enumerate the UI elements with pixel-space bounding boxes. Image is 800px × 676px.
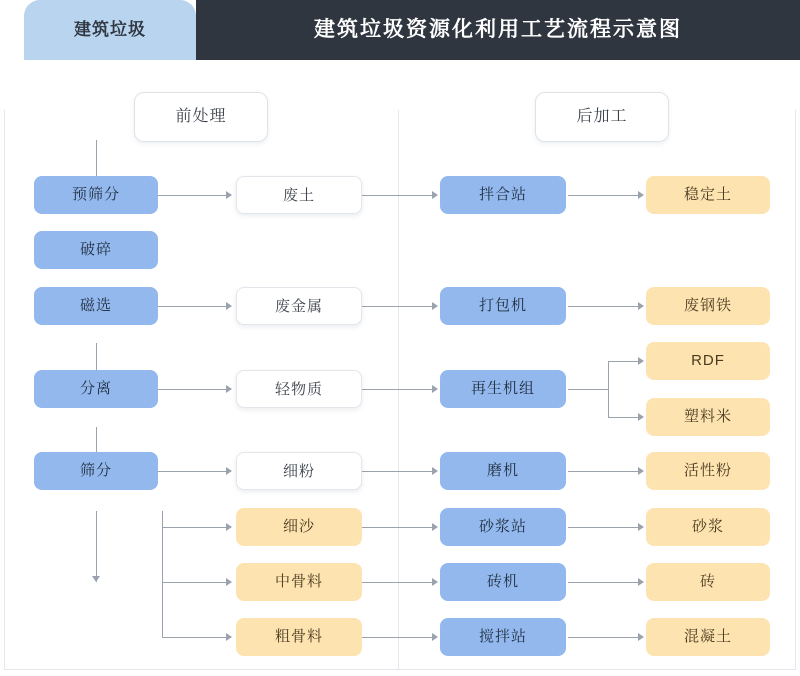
node-recycling-unit[interactable]: 再生机组 — [440, 370, 566, 408]
frame-left — [4, 110, 5, 670]
arrow-bus-fine-sand — [226, 523, 232, 531]
header-tab-construction-waste[interactable]: 建筑垃圾 — [24, 0, 196, 60]
connector-mixing-station-stabilized-soil — [568, 195, 640, 196]
node-coarse-aggregate[interactable]: 粗骨料 — [236, 618, 362, 656]
node-baler[interactable]: 打包机 — [440, 287, 566, 325]
arrow-mortar-station-mortar — [638, 523, 644, 531]
connector-concrete-station-concrete — [568, 637, 640, 638]
frame-bottom — [4, 669, 796, 670]
connector-fine-sand-mortar-station — [362, 527, 434, 528]
connector-coarse-aggregate-concrete-station — [362, 637, 434, 638]
diagram-canvas — [0, 60, 800, 676]
connector-magnetic-waste-metal — [156, 306, 228, 307]
connector-recycle-unit-plastic — [608, 417, 640, 418]
arrow-mill-active-powder — [638, 467, 644, 475]
node-mortar[interactable]: 砂浆 — [646, 508, 770, 546]
arrow-mixing-station-stabilized-soil — [638, 191, 644, 199]
node-active-powder[interactable]: 活性粉 — [646, 452, 770, 490]
connector-light-material-recycle-unit — [362, 389, 434, 390]
connector-medium-aggregate-brick-machine — [362, 582, 434, 583]
frame-divider — [398, 110, 399, 670]
connector-brick-machine-brick — [568, 582, 640, 583]
node-rdf[interactable]: RDF — [646, 342, 770, 380]
connector-bus-fine-sand — [162, 527, 228, 528]
connector-aggregate-bus — [162, 511, 163, 637]
connector-recycle-unit-split — [568, 389, 608, 390]
arrow-brick-machine-brick — [638, 578, 644, 586]
arrow-5-bus — [92, 576, 100, 582]
connector-5-bus — [96, 511, 97, 582]
connector-baler-scrap-steel — [568, 306, 640, 307]
arrow-recycle-unit-plastic — [638, 413, 644, 421]
arrow-fine-powder-mill — [432, 467, 438, 475]
arrow-separate-light-material — [226, 385, 232, 393]
connector-sieve-fine-powder — [156, 471, 228, 472]
node-scrap-steel[interactable]: 废钢铁 — [646, 287, 770, 325]
frame-right — [795, 110, 796, 670]
arrow-coarse-aggregate-concrete-station — [432, 633, 438, 641]
arrow-bus-medium-aggregate — [226, 578, 232, 586]
connector-separate-light-material — [156, 389, 228, 390]
node-stabilized-soil[interactable]: 稳定土 — [646, 176, 770, 214]
node-sieving[interactable]: 筛分 — [34, 452, 158, 490]
node-fine-sand[interactable]: 细沙 — [236, 508, 362, 546]
node-mixing-station[interactable]: 拌合站 — [440, 176, 566, 214]
node-brick[interactable]: 砖 — [646, 563, 770, 601]
arrow-bus-coarse-aggregate — [226, 633, 232, 641]
header — [0, 0, 800, 60]
node-fine-powder[interactable]: 细粉 — [236, 452, 362, 490]
connector-mill-active-powder — [568, 471, 640, 472]
connector-bus-coarse-aggregate — [162, 637, 228, 638]
node-plastic-pellets[interactable]: 塑料米 — [646, 398, 770, 436]
arrow-fine-sand-mortar-station — [432, 523, 438, 531]
node-separation[interactable]: 分离 — [34, 370, 158, 408]
arrow-magnetic-waste-metal — [226, 302, 232, 310]
connector-waste-soil-mixing-station — [362, 195, 434, 196]
node-crushing[interactable]: 破碎 — [34, 231, 158, 269]
arrow-sieve-fine-powder — [226, 467, 232, 475]
page-title: 建筑垃圾资源化利用工艺流程示意图 — [314, 18, 682, 41]
node-waste-soil[interactable]: 废土 — [236, 176, 362, 214]
node-waste-metal[interactable]: 废金属 — [236, 287, 362, 325]
arrow-recycle-unit-rdf — [638, 357, 644, 365]
arrow-medium-aggregate-brick-machine — [432, 578, 438, 586]
section-label-pretreatment: 前处理 — [134, 92, 268, 142]
node-magnetic-separation[interactable]: 磁选 — [34, 287, 158, 325]
connector-fine-powder-mill — [362, 471, 434, 472]
node-mill[interactable]: 磨机 — [440, 452, 566, 490]
connector-presieve-waste-soil — [156, 195, 228, 196]
arrow-baler-scrap-steel — [638, 302, 644, 310]
connector-waste-metal-baler — [362, 306, 434, 307]
node-medium-aggregate[interactable]: 中骨料 — [236, 563, 362, 601]
arrow-concrete-station-concrete — [638, 633, 644, 641]
connector-bus-medium-aggregate — [162, 582, 228, 583]
node-presieve[interactable]: 预筛分 — [34, 176, 158, 214]
node-concrete[interactable]: 混凝土 — [646, 618, 770, 656]
connector-recycle-unit-rdf — [608, 361, 640, 362]
node-light-material[interactable]: 轻物质 — [236, 370, 362, 408]
arrow-waste-metal-baler — [432, 302, 438, 310]
connector-recycle-unit-split-vertical — [608, 361, 609, 417]
arrow-waste-soil-mixing-station — [432, 191, 438, 199]
arrow-light-material-recycle-unit — [432, 385, 438, 393]
node-mortar-station[interactable]: 砂浆站 — [440, 508, 566, 546]
node-concrete-station[interactable]: 搅拌站 — [440, 618, 566, 656]
node-brick-machine[interactable]: 砖机 — [440, 563, 566, 601]
section-label-postprocessing: 后加工 — [535, 92, 669, 142]
arrow-presieve-waste-soil — [226, 191, 232, 199]
connector-mortar-station-mortar — [568, 527, 640, 528]
